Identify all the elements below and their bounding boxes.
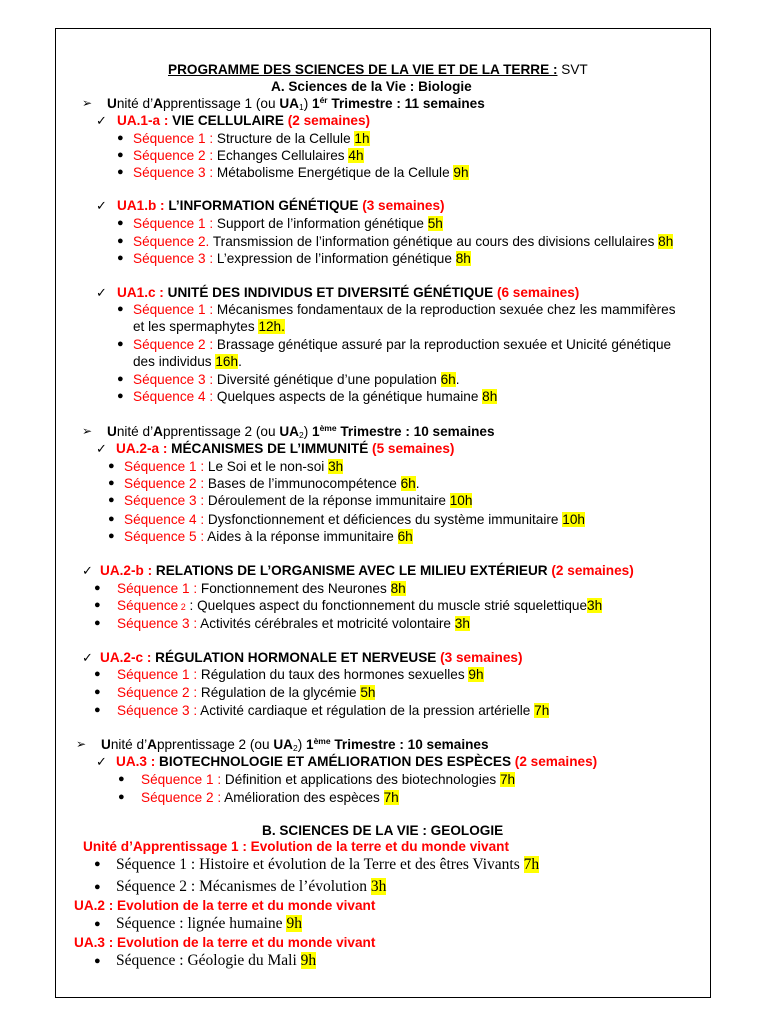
list-item-continuation: des individus 16h. — [133, 354, 242, 369]
list-item: Séquence 5 : Aides à la réponse immunitaire 6h — [124, 529, 413, 544]
list-item: Séquence 1 : Régulation du taux des hormones sexuelles 9h — [117, 667, 484, 682]
list-item: Séquence 2 : Mécanismes de l’évolution 3h — [116, 878, 387, 895]
bullet-icon: ● — [94, 599, 101, 611]
checkmark-icon: ✓ — [82, 650, 93, 665]
list-item: Séquence 3 : Métabolisme Energétique de la Cellule 9h — [133, 165, 469, 180]
bullet-icon: ● — [94, 704, 101, 716]
ua3-header: Unité d’Apprentissage 2 (ou $UA_2$) 1ème Trimestre : 10 semaines — [101, 736, 489, 753]
checkmark-icon: ✓ — [82, 563, 93, 578]
bullet-icon: ● — [117, 252, 124, 264]
ua3-heading: UA.3 : BIOTECHNOLOGIE ET AMÉLIORATION DES ESPÈCES (2 semaines) — [116, 754, 598, 769]
list-item: Séquence 3 : L’expression de l’information génétique 8h — [133, 251, 471, 266]
geo-ua3-title: UA.3 : Evolution de la terre et du monde vivant — [74, 935, 376, 950]
bullet-icon: ● — [94, 955, 101, 967]
bullet-icon: ● — [117, 303, 124, 315]
checkmark-icon: ✓ — [96, 754, 107, 769]
list-item: Séquence 1 : Fonctionnement des Neurones 8h — [117, 581, 406, 596]
geo-ua1-title: Unité d’Apprentissage 1 : Evolution de la terre et du monde vivant — [83, 839, 510, 854]
list-item: Séquence 3 : Diversité génétique d’une population 6h. — [133, 372, 460, 387]
bullet-icon: ● — [117, 166, 124, 178]
bullet-icon: ● — [117, 149, 124, 161]
section-a-heading: A. Sciences de la Vie : Biologie — [271, 79, 472, 94]
ua2-header: Unité d’Apprentissage 2 (ou $UA_2$) 1ème Trimestre : 10 semaines — [107, 423, 495, 440]
list-item: Séquence 2 : Echanges Cellulaires 4h — [133, 148, 364, 163]
list-item: Séquence 1 : Structure de la Cellule 1h — [133, 131, 370, 146]
geo-ua2-title: UA.2 : Evolution de la terre et du monde vivant — [74, 898, 376, 913]
bullet-icon: ● — [118, 791, 125, 803]
checkmark-icon: ✓ — [96, 113, 107, 128]
list-item: Séquence 1 : Histoire et évolution de la Terre et des êtres Vivants 7h — [116, 856, 540, 873]
ua1c-heading: UA1.c : UNITÉ DES INDIVIDUS ET DIVERSITÉ GÉNÉTIQUE (6 semaines) — [117, 285, 580, 300]
bullet-icon: ● — [108, 477, 115, 489]
list-item-continuation: et les spermaphytes 12h. — [133, 319, 285, 334]
title-main: PROGRAMME DES SCIENCES DE LA VIE ET DE LA TERRE : — [168, 62, 558, 77]
list-item: Séquence 2 : Amélioration des espèces 7h — [141, 790, 399, 805]
list-item: Séquence 1 : Le Soi et le non-soi 3h — [124, 459, 344, 474]
document-title — [168, 61, 588, 78]
bullet-icon: ● — [94, 858, 101, 870]
arrow-bullet-icon: ➢ — [82, 424, 93, 438]
bullet-icon: ● — [117, 338, 124, 350]
ua1a-heading: UA.1-a : VIE CELLULAIRE (2 semaines) — [117, 113, 371, 128]
ua2a-heading: UA.2-a : MÉCANISMES DE L’IMMUNITÉ (5 semaines) — [116, 441, 455, 456]
list-item: Séquence 3 : Activités cérébrales et motricité volontaire 3h — [117, 616, 470, 631]
bullet-icon: ● — [108, 460, 115, 472]
bullet-icon: ● — [117, 132, 124, 144]
list-item: Séquence 3 : Activité cardiaque et régulation de la pression artérielle 7h — [117, 703, 550, 718]
bullet-icon: ● — [117, 235, 124, 247]
checkmark-icon: ✓ — [96, 285, 107, 300]
bullet-icon: ● — [117, 390, 124, 402]
list-item: Séquence 2. Transmission de l’information génétique au cours des divisions cellulaires 8h — [133, 234, 674, 249]
arrow-bullet-icon: ➢ — [76, 737, 87, 751]
list-item: Séquence 3 : Déroulement de la réponse immunitaire 10h — [124, 493, 473, 508]
bullet-icon: ● — [118, 773, 125, 785]
bullet-icon: ● — [117, 373, 124, 385]
bullet-icon: ● — [108, 513, 115, 525]
bullet-icon: ● — [94, 918, 101, 930]
list-item: Séquence : Géologie du Mali 9h — [116, 952, 317, 969]
bullet-icon: ● — [94, 686, 101, 698]
list-item: Séquence 4 : Dysfonctionnement et déficiences du système immunitaire 10h — [124, 512, 585, 527]
title-suffix: SVT — [557, 62, 588, 77]
list-item: Séquence 1 : Support de l’information génétique 5h — [133, 216, 443, 231]
bullet-icon: ● — [108, 530, 115, 542]
bullet-icon: ● — [108, 494, 115, 506]
list-item: Séquence 2 : Bases de l’immunocompétence 6h. — [124, 476, 420, 491]
section-b-heading: B. SCIENCES DE LA VIE : GEOLOGIE — [262, 823, 504, 838]
list-item: Séquence 2 : Brassage génétique assuré par la reproduction sexuée et Unicité génétique — [133, 337, 672, 352]
bullet-icon: ● — [94, 881, 101, 893]
ua2c-heading: UA.2-c : RÉGULATION HORMONALE ET NERVEUSE (3 semaines) — [100, 650, 523, 665]
list-item: Séquence : lignée humaine 9h — [116, 915, 302, 932]
bullet-icon: ● — [94, 617, 101, 629]
list-item: Séquence 2 : Quelques aspect du fonctionnement du muscle strié squelettique3h — [117, 598, 603, 613]
list-item: Séquence 2 : Régulation de la glycémie 5h — [117, 685, 376, 700]
ua1-header: Unité d’Apprentissage 1 (ou $UA_1$) $1^{ér}$ Trimestre : 11 semaines — [107, 95, 485, 112]
checkmark-icon: ✓ — [96, 198, 107, 213]
list-item: Séquence 1 : Définition et applications des biotechnologies 7h — [141, 772, 516, 787]
bullet-icon: ● — [94, 582, 101, 594]
checkmark-icon: ✓ — [96, 441, 107, 456]
ua2b-heading: UA.2-b : RELATIONS DE L’ORGANISME AVEC LE MILIEU EXTÉRIEUR (2 semaines) — [100, 563, 634, 578]
arrow-bullet-icon: ➢ — [82, 96, 93, 110]
bullet-icon: ● — [94, 668, 101, 680]
bullet-icon: ● — [117, 217, 124, 229]
ua1b-heading: UA1.b : L’INFORMATION GÉNÉTIQUE (3 semaines) — [117, 198, 445, 213]
list-item: Séquence 4 : Quelques aspects de la génétique humaine 8h — [133, 389, 498, 404]
list-item: Séquence 1 : Mécanismes fondamentaux de la reproduction sexuée chez les mammifères — [133, 302, 676, 317]
